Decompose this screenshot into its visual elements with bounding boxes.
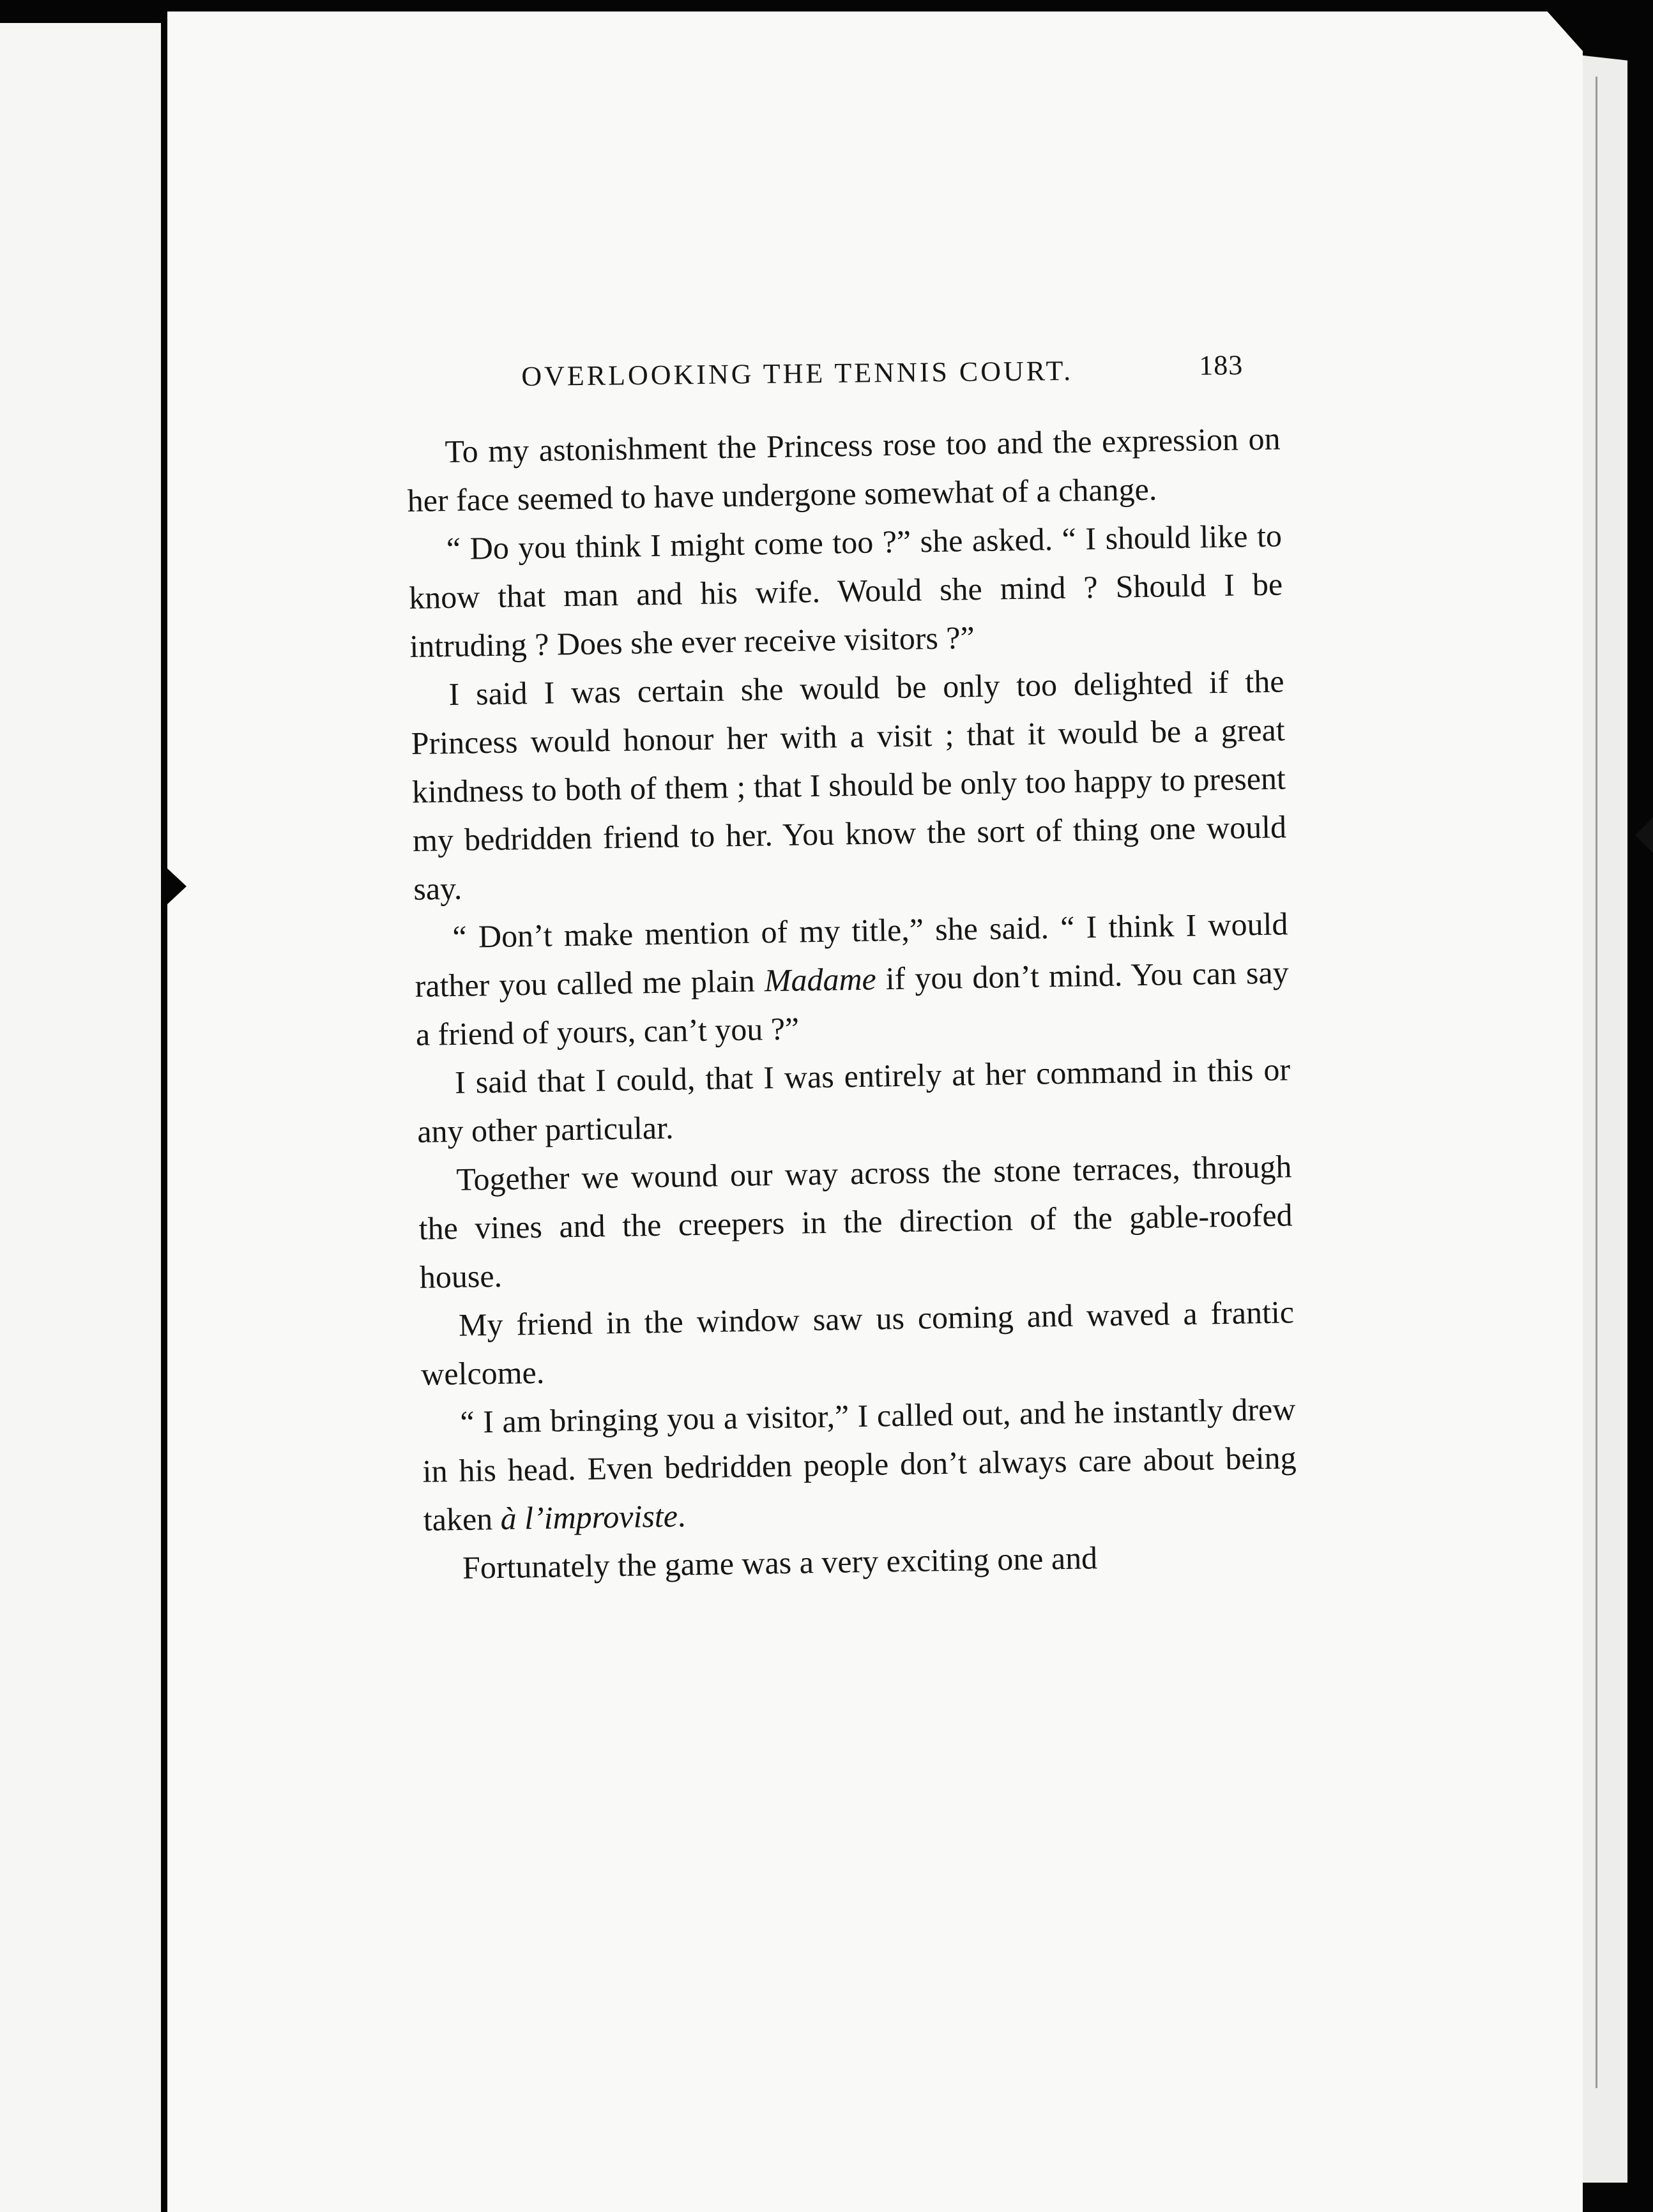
right-edge-mark xyxy=(1635,817,1653,853)
body-text xyxy=(406,414,1298,1593)
page-edge-shadow-line xyxy=(1596,77,1597,2088)
binding-notch-mark xyxy=(167,868,187,904)
paragraph-text: “ I am bringing you a visitor,” I called out, and he instantly drew in his head. Even bedridden people don’t always care about being taken xyxy=(422,1391,1297,1538)
left-page-edge xyxy=(0,23,161,2212)
paragraph xyxy=(422,1384,1297,1543)
paragraph: Fortunately the game was a very exciting one and xyxy=(462,1540,1098,1586)
italic-phrase: à l’improviste xyxy=(500,1497,678,1536)
page-number: 183 xyxy=(1198,349,1244,381)
paragraph: Together we wound our way across the stone terraces, through the vines and the creepers in the direction of the gable-roofed house. xyxy=(418,1148,1293,1295)
italic-word: Madame xyxy=(764,960,877,999)
paragraph-text: . xyxy=(677,1497,686,1534)
running-head xyxy=(521,349,1244,407)
paragraph: My friend in the window saw us coming and waved a frantic welcome. xyxy=(420,1294,1295,1392)
chapter-running-title: OVERLOOKING THE TENNIS COURT. xyxy=(521,354,1074,392)
paragraph: I said I was certain she would be only too delighted if the Princess would honour her with a visit ; that it would be a great kindness to both of them ; that I should be only too happy to present my bedridden friend to her. You know the sort of thing one would say. xyxy=(411,663,1287,907)
paragraph-text: “ Don’t make mention of my title,” she said. “ I think I would rather you called me plain xyxy=(415,905,1288,1004)
paragraph: “ Do you think I might come too ?” she asked. “ I should like to know that man and his wife. Would she mind ? Should I be intruding ? Does she ever receive visitors ?” xyxy=(408,517,1283,664)
paragraph: I said that I could, that I was entirely at her command in this or any other particular. xyxy=(416,1051,1291,1149)
paragraph xyxy=(414,899,1290,1058)
paragraph-text: if you don’t mind. You can say a friend of yours, can’t you ?” xyxy=(415,954,1289,1052)
paragraph: To my astonishment the Princess rose too and the expression on her face seemed to have undergone somewhat of a change. xyxy=(407,420,1281,519)
